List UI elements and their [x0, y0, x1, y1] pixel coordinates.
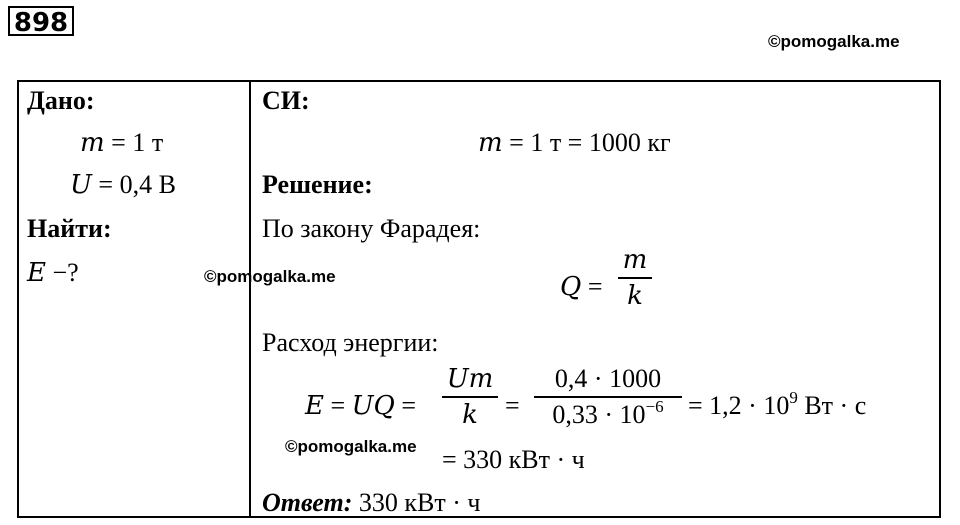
e-fraction-1 — [442, 364, 498, 430]
e-fraction-1-denominator: 𝑘 — [462, 400, 478, 429]
find-energy: 𝐸 −? — [27, 258, 79, 287]
given-heading: Дано: — [27, 86, 95, 115]
e-fraction-1-numerator: 𝑈𝑚 — [446, 364, 494, 393]
fraction-bar — [442, 396, 498, 398]
given-voltage: 𝑈 = 0,4 В — [70, 170, 176, 199]
e-result-joules — [688, 388, 867, 424]
q-fraction — [618, 245, 652, 311]
e-result-exponent: 9 — [789, 388, 798, 407]
si-heading: СИ: — [262, 86, 310, 115]
problem-number: 898 — [8, 6, 74, 36]
e-result-base: = 1,2 · 10 — [688, 391, 790, 420]
e-fraction-2-denominator — [534, 397, 682, 433]
equals-sign: = — [505, 391, 520, 420]
watermark-middle: ©pomogalka.me — [204, 267, 336, 286]
e-fraction-2-numerator: 0,4 · 1000 — [554, 364, 662, 393]
answer-value: 330 кВт · ч — [352, 488, 481, 517]
e-fraction-2 — [534, 364, 682, 433]
solution-heading: Решение: — [262, 170, 373, 199]
fraction-bar — [618, 277, 652, 279]
given-mass: 𝑚 = 1 т — [80, 128, 164, 157]
answer-line — [262, 488, 480, 518]
energy-text: Расход энергии: — [262, 328, 439, 357]
find-heading: Найти: — [27, 214, 112, 243]
column-divider — [249, 80, 251, 518]
q-numerator: 𝑚 — [622, 245, 648, 274]
si-conversion: 𝑚 = 1 т = 1000 кг — [478, 128, 671, 157]
e-result-kwh: = 330 кВт · ч — [442, 445, 585, 474]
watermark-bottom: ©pomogalka.me — [285, 437, 417, 456]
e-fraction-2-denominator-exponent: −6 — [645, 397, 664, 416]
e-fraction-2-denominator-base: 0,33 · 10 — [552, 400, 646, 429]
q-denominator: 𝑘 — [627, 281, 643, 310]
e-formula-lhs: 𝐸 = 𝑈𝑄 = — [305, 391, 417, 420]
answer-label: Ответ: — [262, 488, 353, 517]
faraday-law-text: По закону Фарадея: — [262, 214, 481, 243]
q-formula-lhs: 𝑄 = — [560, 272, 603, 301]
e-result-unit: Вт · с — [797, 391, 867, 420]
watermark-top: ©pomogalka.me — [768, 32, 900, 51]
